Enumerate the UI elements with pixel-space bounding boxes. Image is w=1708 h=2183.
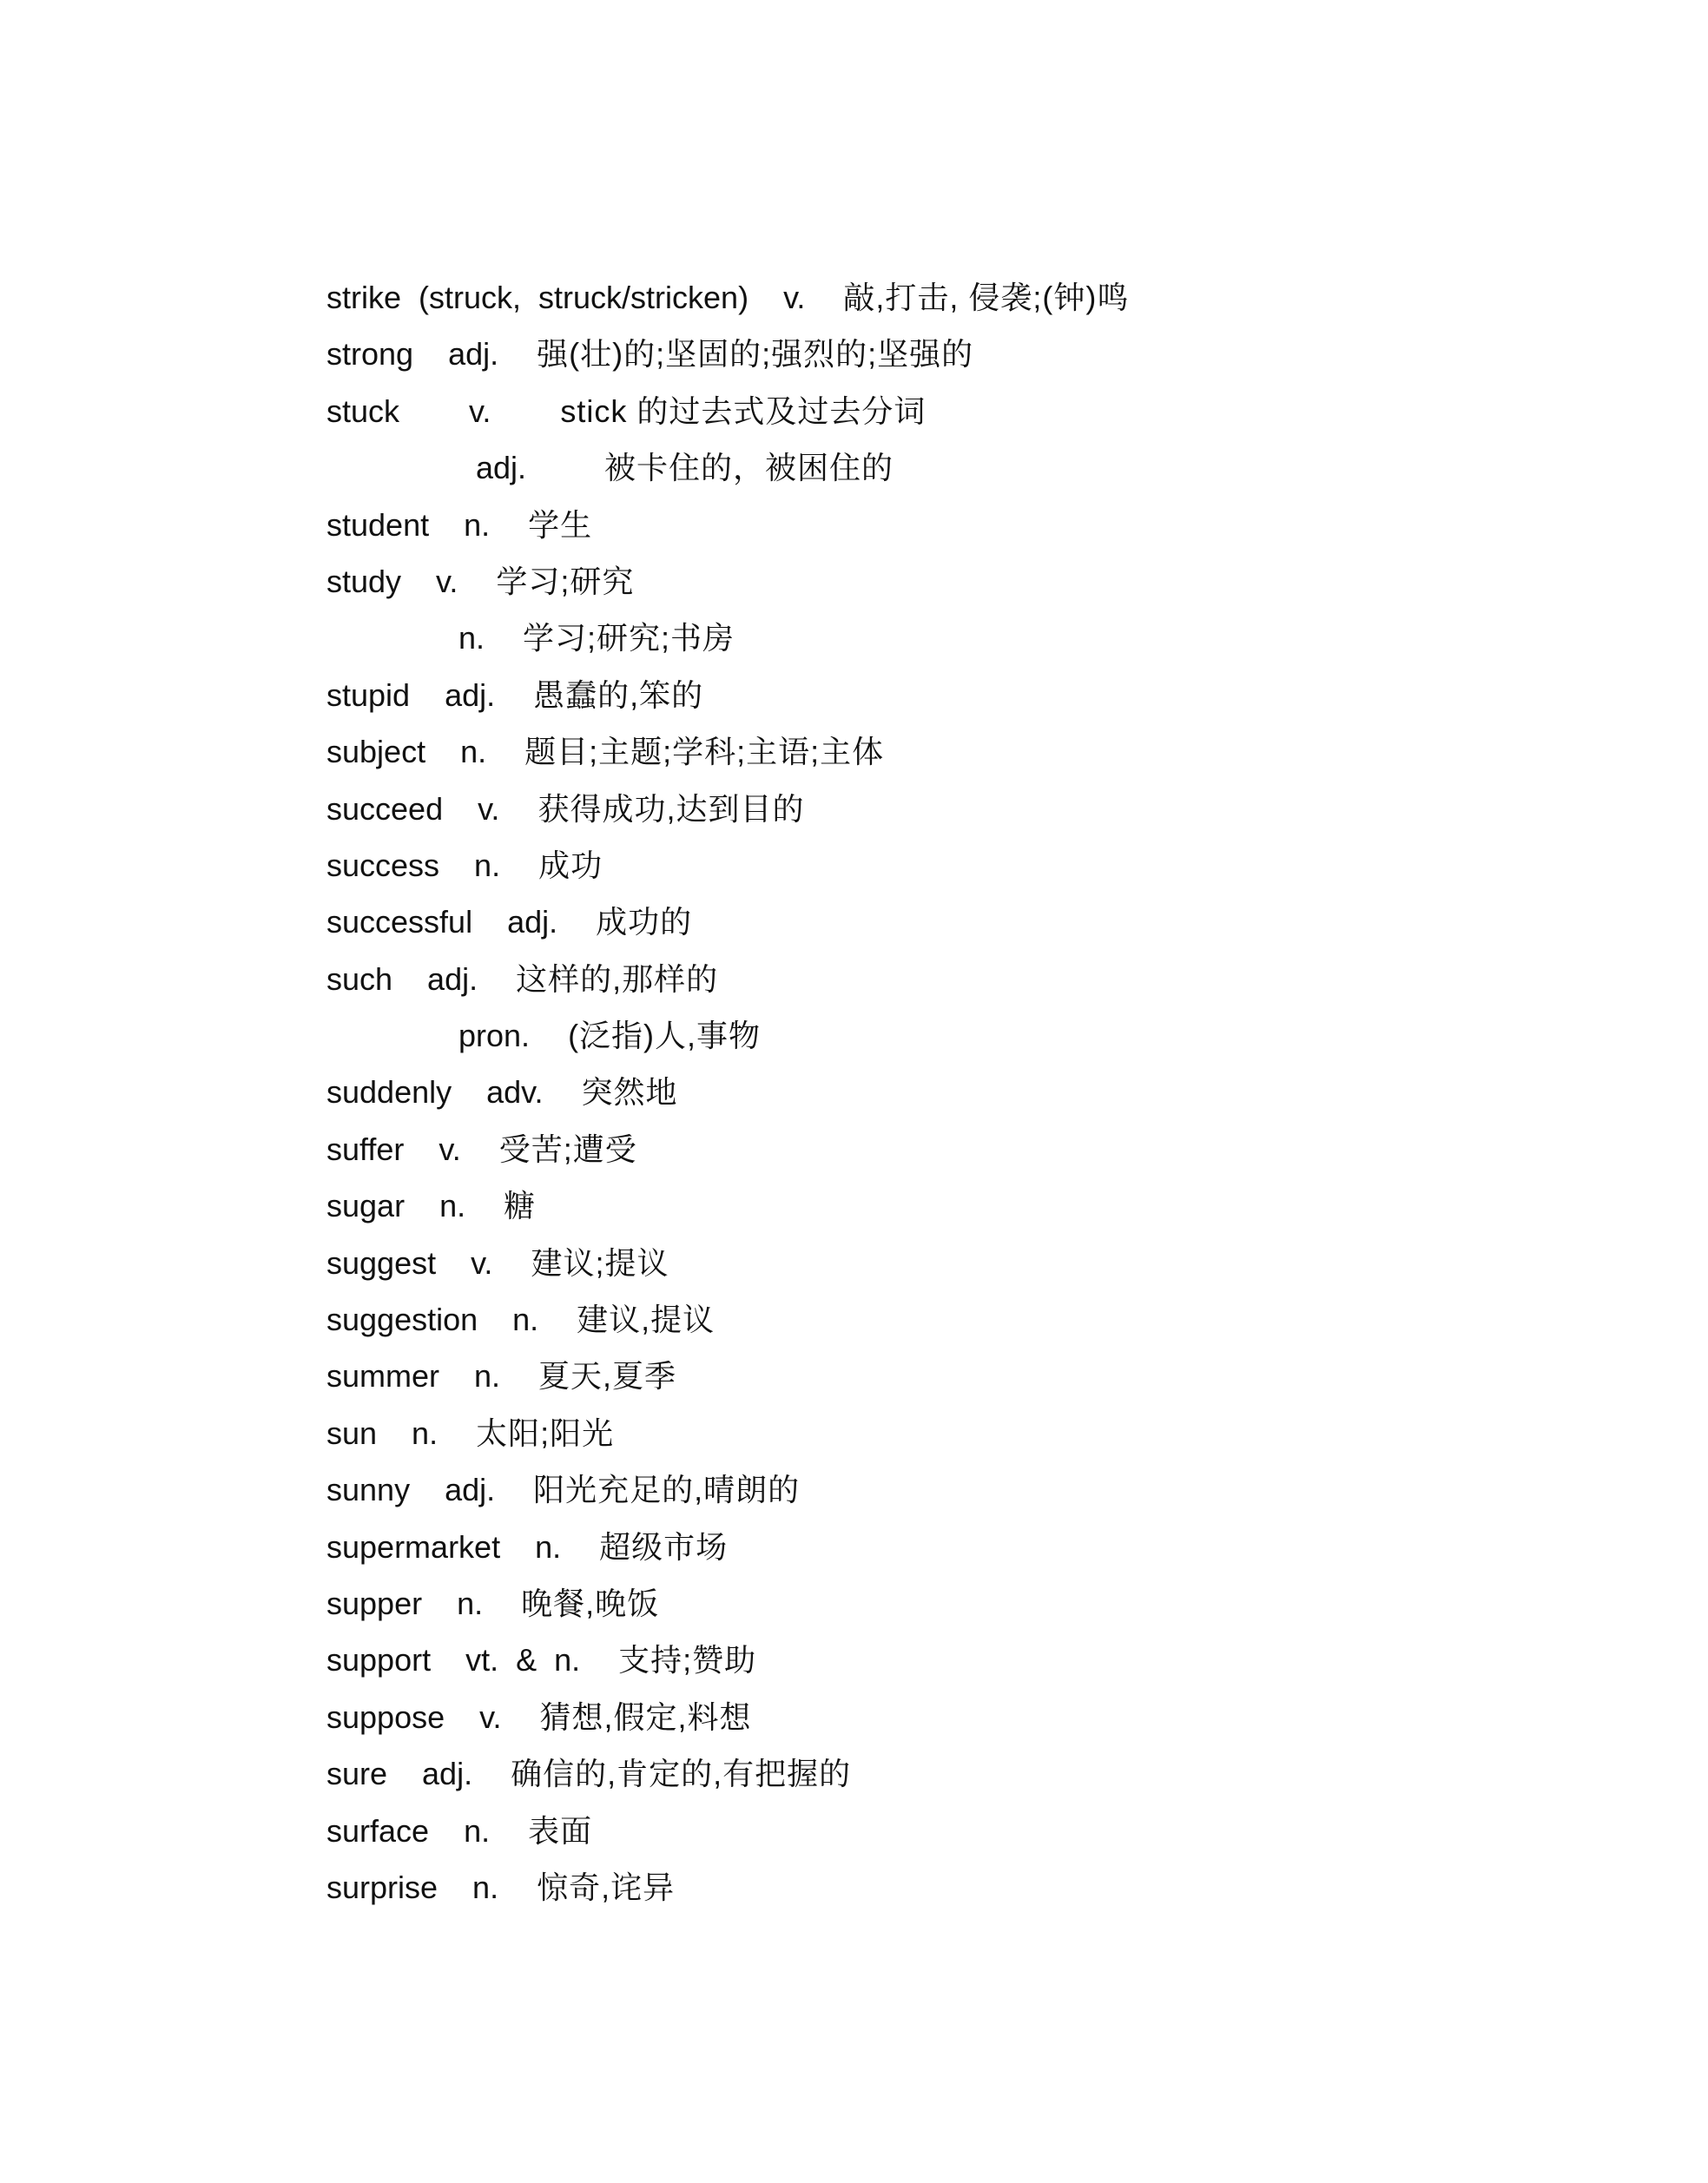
entry-part-of-speech: adj.	[427, 960, 478, 997]
entry-part-of-speech: v.	[469, 392, 491, 429]
entry-part-of-speech: adj.	[448, 336, 499, 373]
entry-word: surprise	[326, 1869, 439, 1905]
entry-part-of-speech: v.	[479, 1698, 502, 1735]
entry-meaning: 获得成功,达到目的	[537, 790, 805, 827]
entry-word: suggest	[326, 1244, 437, 1281]
vocab-entry-strong	[326, 326, 1129, 382]
entry-part-of-speech: v.	[471, 1244, 493, 1281]
entry-part-of-speech: n.	[439, 1188, 466, 1224]
entry-word: stupid	[326, 676, 411, 713]
entry-word: succeed	[326, 790, 444, 827]
entry-meaning: 学习;研究	[496, 563, 635, 599]
entry-meaning: 阳光充足的,晴朗的	[533, 1472, 801, 1508]
entry-meaning: 糖	[504, 1188, 537, 1224]
entry-meaning: 学生	[528, 506, 593, 543]
entry-part-of-speech: n.	[464, 1812, 491, 1849]
vocab-entry-succeed	[326, 781, 1129, 837]
vocab-entry-student	[326, 497, 1129, 553]
entry-meaning: 支持;赞助	[618, 1642, 757, 1678]
entry-word: suffer	[326, 1131, 405, 1167]
entry-word: student	[326, 506, 430, 543]
entry-part-of-speech: v.	[439, 1131, 461, 1167]
entry-meaning: 太阳;阳光	[476, 1415, 615, 1451]
entry-meaning: 确信的,肯定的,有把握的	[511, 1756, 852, 1792]
entry-meaning: 突然地	[581, 1074, 678, 1111]
vocab-entry-sunny	[326, 1461, 1129, 1518]
entry-part-of-speech: vt. & n.	[465, 1642, 581, 1678]
vocab-entry-stupid	[326, 667, 1129, 723]
entry-meaning: 夏天,夏季	[538, 1358, 677, 1395]
entry-word: supper	[326, 1585, 423, 1621]
vocab-entry-sugar	[326, 1177, 1129, 1234]
entry-meaning: 表面	[528, 1812, 593, 1849]
entry-word: success	[326, 847, 440, 883]
vocab-entry-such-pron	[326, 1007, 1129, 1064]
entry-meaning: 强(壮)的;坚固的;强烈的;坚强的	[537, 336, 974, 373]
entry-meaning: 建议;提议	[531, 1244, 669, 1281]
vocab-entry-supermarket	[326, 1519, 1129, 1575]
entry-meaning: 超级市场	[599, 1528, 729, 1565]
entry-word: suggestion	[326, 1302, 478, 1338]
vocab-entry-sure	[326, 1745, 1129, 1802]
entry-meaning: 学习;研究;书房	[523, 620, 735, 656]
entry-word: support	[326, 1642, 432, 1678]
entry-part-of-speech: n.	[472, 1869, 499, 1905]
entry-part-of-speech: adj.	[445, 1472, 496, 1508]
entry-meaning: 晚餐,晚饭	[521, 1585, 660, 1621]
vocab-entry-summer	[326, 1348, 1129, 1404]
entry-meaning: (泛指)人,事物	[568, 1018, 762, 1054]
vocab-entry-success	[326, 837, 1129, 894]
entry-part-of-speech: adj.	[445, 676, 496, 713]
entry-meaning: 敲,打击, 侵袭;(钟)鸣	[843, 280, 1130, 315]
entry-word: supermarket	[326, 1528, 501, 1565]
entry-word: suddenly	[326, 1074, 452, 1111]
entry-meaning: 被卡住的，被困住的	[604, 450, 894, 486]
entry-part-of-speech: adj.	[476, 450, 527, 486]
entry-meaning: 这样的,那样的	[516, 960, 719, 997]
vocab-entry-such	[326, 951, 1129, 1007]
entry-word: sugar	[326, 1188, 406, 1224]
entry-meaning: 猜想,假定,料想	[539, 1698, 752, 1735]
entry-part-of-speech: n.	[412, 1415, 439, 1451]
entry-word: sun	[326, 1415, 378, 1451]
vocab-entry-suddenly	[326, 1064, 1129, 1120]
entry-word: stuck	[326, 392, 400, 429]
vocab-entry-surface	[326, 1803, 1129, 1859]
entry-word: such	[326, 960, 393, 997]
entry-part-of-speech: v.	[783, 280, 806, 315]
entry-word: strong	[326, 336, 414, 373]
entry-meaning: stick 的过去式及过去分词	[560, 392, 927, 429]
entry-part-of-speech: n.	[512, 1302, 539, 1338]
entry-meaning: 题目;主题;学科;主语;主体	[524, 734, 885, 770]
entry-word: sunny	[326, 1472, 411, 1508]
entry-part-of-speech: n.	[457, 1585, 484, 1621]
vocab-entry-suffer	[326, 1121, 1129, 1177]
entry-part-of-speech: adj.	[422, 1756, 473, 1792]
entry-part-of-speech: v.	[436, 563, 458, 599]
vocab-entry-surprise	[326, 1859, 1129, 1916]
entry-part-of-speech: adv.	[486, 1074, 544, 1111]
entry-word: study	[326, 563, 402, 599]
vocabulary-list	[326, 269, 1129, 1916]
entry-part-of-speech: n.	[474, 1358, 501, 1395]
entry-word: suppose	[326, 1698, 445, 1735]
vocab-entry-subject	[326, 723, 1129, 780]
entry-word: successful	[326, 904, 473, 940]
entry-word: summer	[326, 1358, 440, 1395]
entry-word: surface	[326, 1812, 430, 1849]
entry-word: subject	[326, 734, 426, 770]
vocab-entry-stuck	[326, 383, 1129, 439]
entry-word: sure	[326, 1756, 388, 1792]
vocab-entry-study-noun	[326, 610, 1129, 666]
entry-part-of-speech: n.	[535, 1528, 562, 1565]
vocab-entry-support	[326, 1632, 1129, 1688]
entry-meaning: 建议,提议	[577, 1302, 716, 1338]
entry-meaning: 受苦;遭受	[498, 1131, 637, 1167]
vocab-entry-supper	[326, 1575, 1129, 1632]
vocab-entry-suppose	[326, 1689, 1129, 1745]
entry-part-of-speech: n.	[460, 734, 487, 770]
vocab-entry-successful	[326, 894, 1129, 950]
entry-part-of-speech: n.	[474, 847, 501, 883]
entry-meaning: 成功的	[596, 904, 693, 940]
vocab-entry-suggest	[326, 1235, 1129, 1291]
entry-meaning: 成功	[538, 847, 603, 883]
vocab-entry-stuck-adj	[326, 439, 1129, 496]
vocab-entry-suggestion	[326, 1291, 1129, 1348]
entry-part-of-speech: adj.	[507, 904, 558, 940]
vocab-entry-study	[326, 553, 1129, 610]
entry-meaning: 惊奇,诧异	[537, 1869, 676, 1905]
vocab-entry-strike	[326, 269, 1129, 326]
entry-part-of-speech: v.	[478, 790, 500, 827]
entry-part-of-speech: pron.	[458, 1018, 531, 1054]
entry-word: strike (struck, struck/stricken)	[326, 280, 749, 315]
entry-part-of-speech: n.	[464, 506, 491, 543]
vocab-entry-sun	[326, 1405, 1129, 1461]
entry-meaning: 愚蠢的,笨的	[533, 676, 704, 713]
entry-part-of-speech: n.	[458, 620, 485, 656]
